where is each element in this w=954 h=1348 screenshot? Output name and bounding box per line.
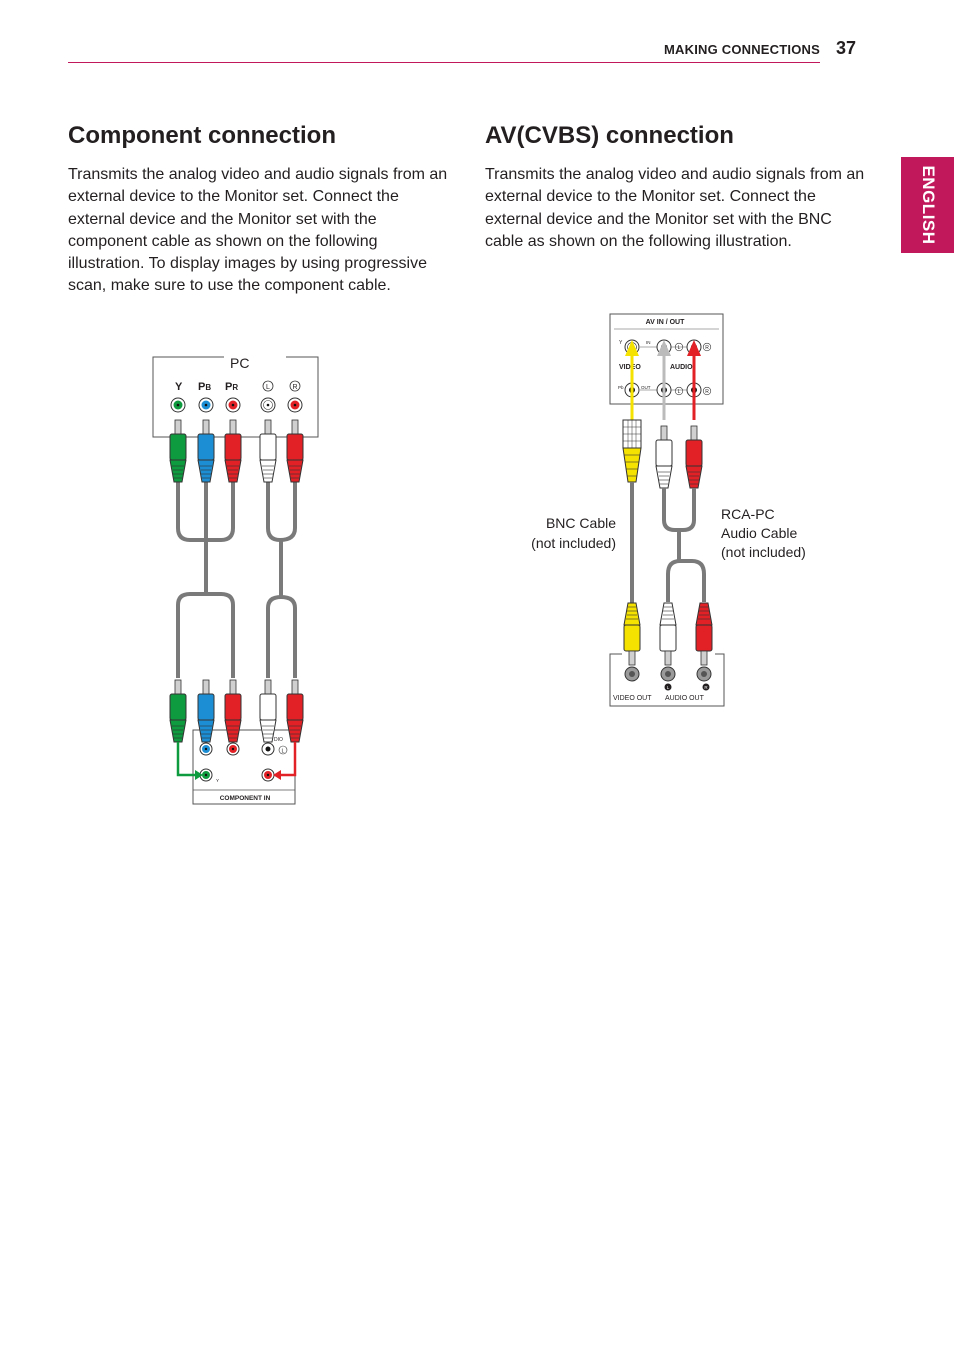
audio-out-label: AUDIO OUT <box>665 695 704 702</box>
out-jack-video <box>625 667 639 681</box>
plug-blue-top <box>198 420 214 482</box>
pc-jack-pb <box>199 398 213 412</box>
plug-red-audio-top <box>287 420 303 482</box>
rca-red-bottom <box>696 603 712 665</box>
av-port-y-label: Y <box>619 340 623 346</box>
av-cables <box>632 482 704 604</box>
component-body: Transmits the analog video and audio signals from an external device to the Monitor set. Connect the external device and the Monitor set with the component cable as shown on the following illustration. To display images by using progressive scan, make sure to use the component cable. <box>68 166 448 295</box>
plug-white-top <box>260 420 276 482</box>
rca-cable-label-2: Audio Cable <box>721 525 798 541</box>
av-in-l-label: L <box>677 345 681 351</box>
av-out-l-label: L <box>677 389 681 395</box>
bnc-cable-label: BNC Cable <box>545 515 616 531</box>
out-jack-audio-r <box>697 667 711 681</box>
rca-white-top <box>656 426 672 488</box>
panel-audio-label: DIO <box>274 737 283 743</box>
pc-jack-audio-r <box>288 398 302 412</box>
rca-white-bottom <box>660 603 676 665</box>
video-out-label: VIDEO OUT <box>613 695 652 702</box>
panel-jack-pr <box>227 743 239 755</box>
av-audio-label: AUDIO <box>670 364 693 371</box>
rca-cable-label-1: RCA-PC <box>721 506 775 522</box>
panel-y-label: Y <box>216 778 220 783</box>
panel-jack-audio-l <box>262 743 274 755</box>
panel-jack-pb <box>200 743 212 755</box>
language-tab-label: ENGLISH <box>918 165 938 245</box>
av-title: AV(CVBS) connection <box>485 122 734 149</box>
pc-port-y-label: Y <box>175 381 183 393</box>
pc-port-pb-label: PB <box>198 381 212 393</box>
av-port-in-label: IN <box>646 340 651 345</box>
av-port-out-label: OUT <box>641 385 651 390</box>
out-l-label: L <box>666 685 670 690</box>
component-in-label: COMPONENT IN <box>219 795 271 802</box>
pc-port-pr-label: PR <box>225 381 239 393</box>
av-video-label: VIDEO <box>619 364 641 371</box>
plug-white-bottom <box>260 680 276 742</box>
rca-red-top <box>686 426 702 488</box>
plug-red-bottom <box>225 680 241 742</box>
pc-port-r-label: R <box>292 384 298 391</box>
av-out-r-label: R <box>705 389 709 395</box>
out-r-label: R <box>704 685 708 690</box>
plug-blue-bottom <box>198 680 214 742</box>
rca-cable-note: (not included) <box>721 544 806 560</box>
panel-jack-audio-r <box>262 769 274 781</box>
plug-red-audio-bottom <box>287 680 303 742</box>
bnc-connector-top <box>623 420 641 482</box>
av-in-r-label: R <box>705 345 709 351</box>
panel-l-label: L <box>281 748 285 755</box>
av-panel-title: AV IN / OUT <box>645 319 685 326</box>
av-diagram <box>531 314 806 706</box>
pc-port-l-label: L <box>266 384 270 391</box>
plug-red-top <box>225 420 241 482</box>
rca-yellow-bottom <box>624 603 640 665</box>
bnc-cable-note: (not included) <box>531 535 616 551</box>
pc-label: PC <box>230 355 250 371</box>
component-title: Component connection <box>68 122 336 149</box>
pc-jack-pr <box>226 398 240 412</box>
plug-green-bottom <box>170 680 186 742</box>
component-cables <box>178 482 295 678</box>
plug-green-top <box>170 420 186 482</box>
section-name: MAKING CONNECTIONS <box>664 42 820 57</box>
page-number: 37 <box>836 38 857 58</box>
av-body: Transmits the analog video and audio signals from an external device to the Monitor set. Connect the external device and the Monitor set with the BNC cable as shown on the following illustration. <box>485 166 865 250</box>
av-port-pb-label: Pb <box>618 385 624 390</box>
component-diagram <box>153 355 318 804</box>
pc-jack-audio-l <box>261 398 275 412</box>
out-jack-audio-l <box>661 667 675 681</box>
pc-jack-y <box>171 398 185 412</box>
